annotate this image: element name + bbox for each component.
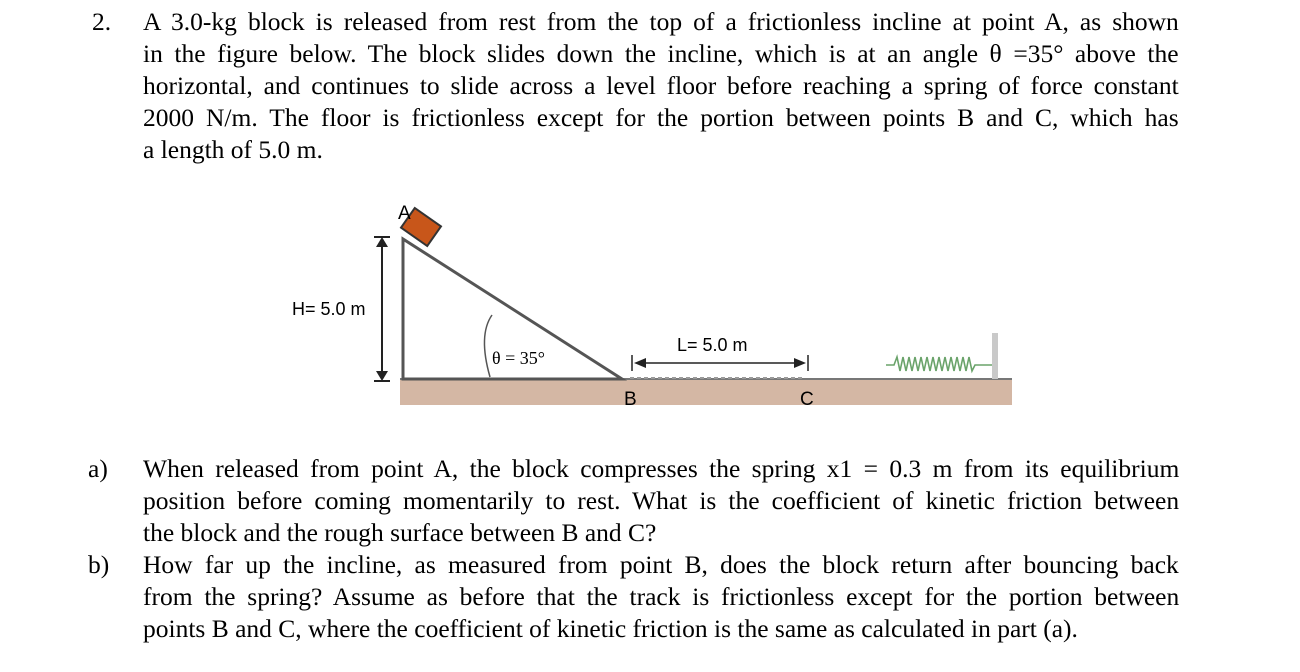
part-a-line: When released from point A, the block compresses the spring x1 = 0.3 m from its equilibrium xyxy=(143,454,1180,483)
part-b-label: b) xyxy=(88,550,110,579)
part-a-text xyxy=(143,453,1179,549)
part-a-line: the block and the rough surface between B and C? xyxy=(143,518,657,547)
floor xyxy=(400,379,1012,405)
point-c-label: C xyxy=(800,389,814,410)
problem-line: 2000 N/m. The floor is frictionless except for the portion between points B and C, which has xyxy=(143,103,1179,132)
part-b-line: How far up the incline, as measured from point B, does the block return after bouncing back xyxy=(143,550,1179,579)
height-arrow-top xyxy=(376,237,388,247)
length-arrow-left xyxy=(634,358,646,368)
problem-line: A 3.0-kg block is released from rest from the top of a frictionless incline at point A, as shown xyxy=(143,7,1179,36)
part-a-line: position before coming momentarily to rest. What is the coefficient of kinetic friction between xyxy=(143,486,1180,515)
problem-line: in the figure below. The block slides down the incline, which is at an angle θ =35° above the xyxy=(143,39,1179,68)
problem-number: 2. xyxy=(92,7,112,36)
part-b-line: points B and C, where the coefficient of kinetic friction is the same as calculated in part (a). xyxy=(143,614,1078,643)
part-b-text xyxy=(143,549,1179,645)
problem-line: a length of 5.0 m. xyxy=(143,135,323,164)
angle-label: θ = 35° xyxy=(492,348,545,368)
length-label: L= 5.0 m xyxy=(677,335,748,355)
point-a-label: A xyxy=(398,203,411,224)
part-b-line: from the spring? Assume as before that the track is frictionless except for the portion between xyxy=(143,582,1180,611)
problem-statement xyxy=(143,6,1179,166)
length-arrow-right xyxy=(794,358,806,368)
incline-figure xyxy=(280,195,1020,415)
point-b-label: B xyxy=(624,389,637,410)
spring xyxy=(886,357,993,371)
spring-wall xyxy=(992,333,998,379)
problem-line: horizontal, and continues to slide across a level floor before reaching a spring of force constant xyxy=(143,71,1179,100)
part-a-label: a) xyxy=(88,454,108,483)
height-arrow-bottom xyxy=(376,371,388,381)
height-label: H= 5.0 m xyxy=(292,299,366,319)
